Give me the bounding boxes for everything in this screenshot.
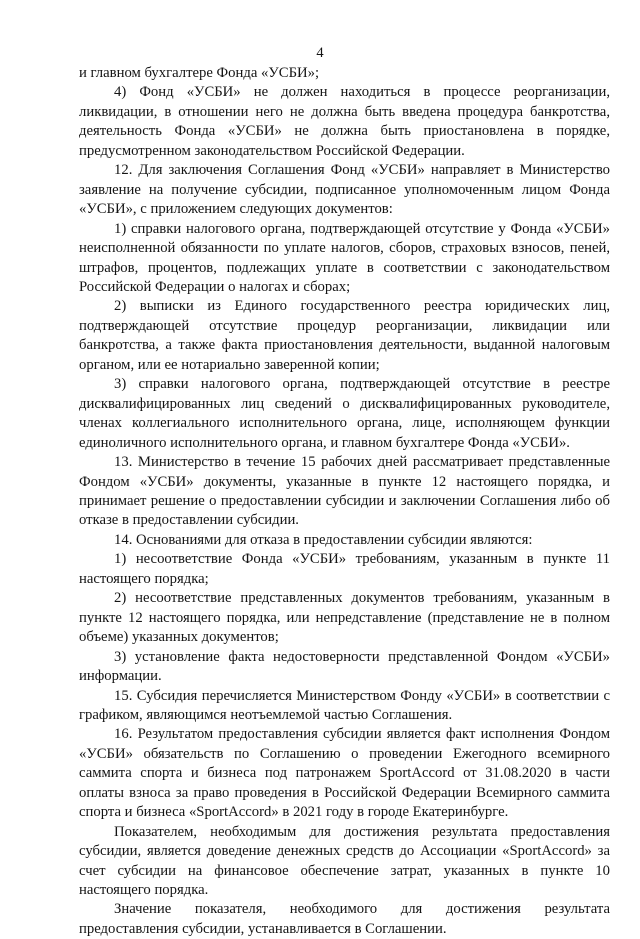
paragraph-continuation: и главном бухгалтере Фонда «УСБИ»; [79, 65, 320, 81]
paragraph-13: 13. Министерство в течение 15 рабочих дней рассматривает представленные Фондом «УСБИ» документы, указанные в пункте 12 настоящего порядка, и принимает решение о предоставлении субсидии и заключении Соглашения либо об отказе в предоставлении субсидии. [79, 454, 610, 529]
paragraph-14-item-2: 2) несоответствие представленных документов требованиям, указанным в пункте 12 настоящего порядка, или непредставление (представление не в полном объеме) указанных документов; [79, 590, 610, 646]
paragraph-indicator: Показателем, необходимым для достижения результата предоставления субсидии, является доведение денежных средств до Ассоциации «SportAccord» за счет субсидии на финансовое обеспечение затрат, указанных в пункте 10 настоящего порядка. [79, 823, 610, 899]
paragraph-16: 16. Результатом предоставления субсидии является факт исполнения Фондом «УСБИ» обязательств по Соглашению о проведении Ежегодного всемирного саммита спорта и бизнеса под патронажем SportAccord от 31.08.2020 в части оплаты взноса за право проведения в Российской Федерации Всемирного саммита спорта и бизнеса «SportAccord» в 2021 году в городе Екатеринбурге. [79, 726, 610, 821]
paragraph-12-item-1: 1) справки налогового органа, подтверждающей отсутствие у Фонда «УСБИ» неисполненной обязанности по уплате налогов, сборов, страховых взносов, пеней, штрафов, процентов, подлежащих уплате в соответствии с законодательством Российской Федерации о налогах и сборах; [79, 220, 610, 295]
paragraph-11-item-4: 4) Фонд «УСБИ» не должен находиться в процессе реорганизации, ликвидации, в отношении него не должна быть введена процедура банкротства, деятельность Фонда «УСБИ» не должна быть приостановлена в порядке, предусмотренном законодательством Российской Федерации. [79, 84, 610, 159]
paragraph-14-item-3: 3) установление факта недостоверности представленной Фондом «УСБИ» информации. [79, 648, 610, 685]
paragraph-15: 15. Субсидия перечисляется Министерством Фонду «УСБИ» в соответствии с графиком, являющимся неотъемлемой частью Соглашения. [79, 687, 610, 723]
paragraph-12-item-2: 2) выписки из Единого государственного реестра юридических лиц, подтверждающей отсутствие процедур реорганизации, ликвидации или банкротства, а также факта приостановления деятельности, выданной налоговым органом, или ее нотариально заверенной копии; [79, 298, 610, 373]
paragraph-14: 14. Основаниями для отказа в предоставлении субсидии являются: [114, 531, 533, 548]
page-number: 4 [316, 45, 324, 61]
paragraph-indicator-value: Значение показателя, необходимого для достижения результата предоставления субсидии, устанавливается в Соглашении. [79, 901, 610, 937]
paragraph-12-item-3: 3) справки налогового органа, подтверждающей отсутствие в реестре дисквалифицированных лиц сведений о дисквалифицированных руководителе, членах коллегиального исполнительного органа, лице, исполняющем функции единоличного исполнительного органа, и главном бухгалтере Фонда «УСБИ». [79, 376, 610, 451]
paragraph-14-item-1: 1) несоответствие Фонда «УСБИ» требованиям, указанным в пункте 11 настоящего порядка; [79, 551, 610, 587]
document-body [79, 64, 610, 939]
paragraph-12: 12. Для заключения Соглашения Фонд «УСБИ» направляет в Министерство заявление на получение субсидии, подписанное уполномоченным лицом Фонда «УСБИ», с приложением следующих документов: [79, 162, 610, 218]
